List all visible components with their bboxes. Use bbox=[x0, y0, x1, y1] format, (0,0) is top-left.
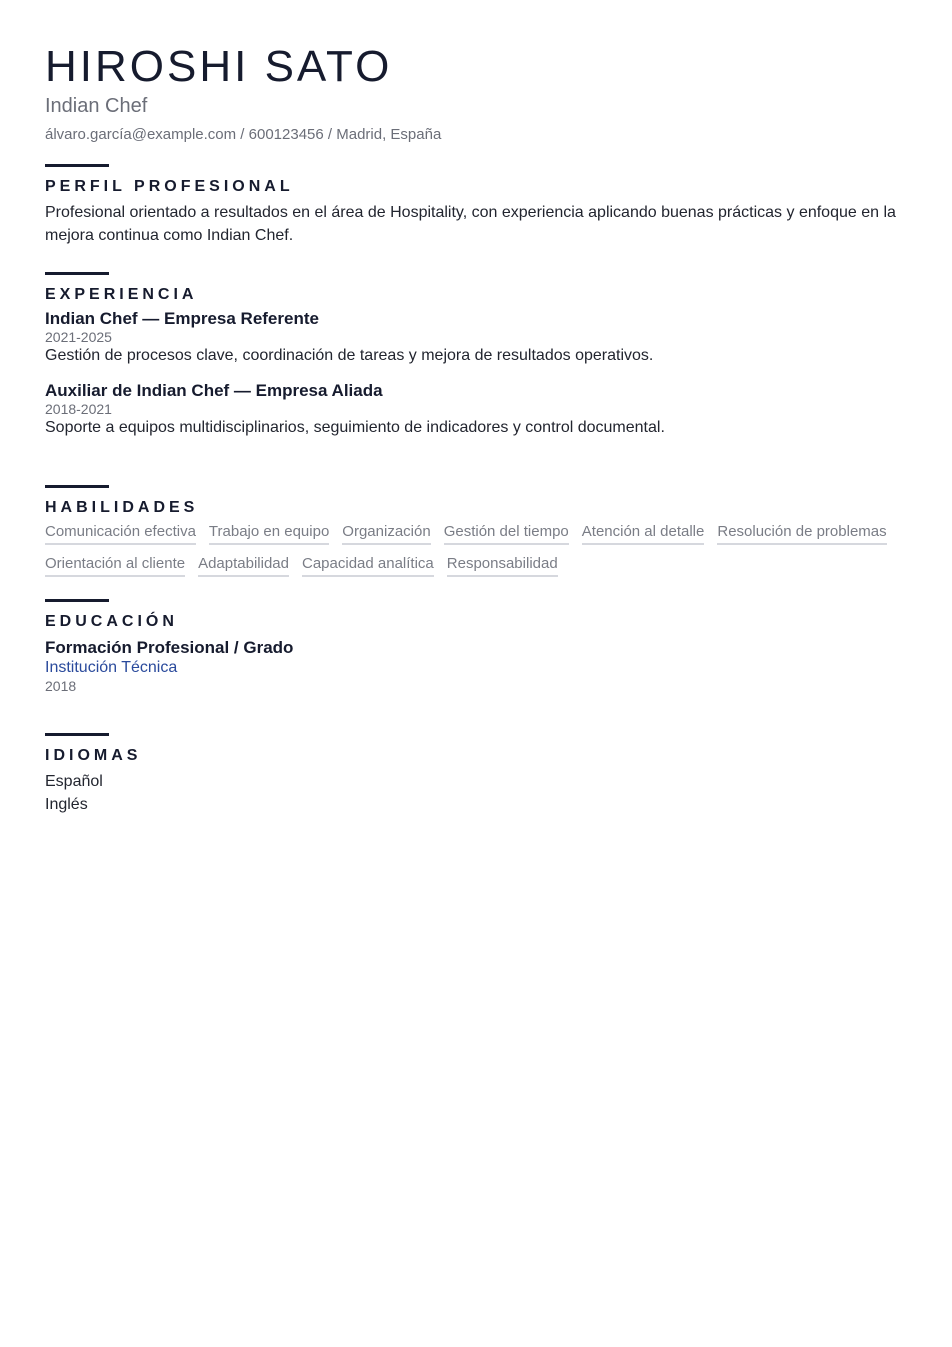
skill-tag: Capacidad analítica bbox=[302, 554, 434, 577]
job-years: 2021-2025 bbox=[45, 329, 112, 345]
language-item: Inglés bbox=[45, 796, 88, 813]
job-title: Auxiliar de Indian Chef — Empresa Aliada bbox=[45, 381, 383, 400]
section-divider bbox=[45, 485, 109, 488]
education-degree: Formación Profesional / Grado bbox=[45, 638, 294, 657]
language-item: Español bbox=[45, 773, 103, 790]
education-institution: Institución Técnica bbox=[45, 659, 178, 676]
job-description: Soporte a equipos multidisciplinarios, seguimiento de indicadores y control documental. bbox=[45, 419, 665, 436]
job-title: Indian Chef — Empresa Referente bbox=[45, 309, 319, 328]
section-title-profile: PERFIL PROFESIONAL bbox=[45, 178, 294, 195]
skills-list bbox=[45, 522, 907, 577]
profile-summary: Profesional orientado a resultados en el área de Hospitality, con experiencia aplicando buenas prácticas y enfoque en la mejora continua como Indian Chef. bbox=[45, 204, 896, 244]
section-divider bbox=[45, 164, 109, 167]
languages-section bbox=[45, 733, 907, 816]
section-divider bbox=[45, 599, 109, 602]
skill-tag: Resolución de problemas bbox=[717, 522, 886, 545]
skill-tag: Comunicación efectiva bbox=[45, 522, 196, 545]
skill-tag: Gestión del tiempo bbox=[444, 522, 569, 545]
skill-tag: Atención al detalle bbox=[582, 522, 705, 545]
section-title-skills: HABILIDADES bbox=[45, 499, 199, 516]
skills-section bbox=[45, 485, 907, 577]
skill-tag: Orientación al cliente bbox=[45, 554, 185, 577]
skill-tag: Organización bbox=[342, 522, 430, 545]
experience-item bbox=[45, 381, 907, 439]
profile-section bbox=[45, 164, 907, 247]
education-section bbox=[45, 599, 907, 696]
candidate-name: HIROSHI SATO bbox=[45, 42, 393, 91]
section-divider bbox=[45, 272, 109, 275]
section-title-education: EDUCACIÓN bbox=[45, 613, 178, 630]
education-year: 2018 bbox=[45, 678, 77, 694]
skill-tag: Responsabilidad bbox=[447, 554, 558, 577]
skill-tag: Trabajo en equipo bbox=[209, 522, 329, 545]
section-title-languages: IDIOMAS bbox=[45, 747, 142, 764]
experience-section bbox=[45, 272, 907, 453]
skill-tag: Adaptabilidad bbox=[198, 554, 289, 577]
job-years: 2018-2021 bbox=[45, 401, 112, 417]
job-description: Gestión de procesos clave, coordinación de tareas y mejora de resultados operativos. bbox=[45, 347, 654, 364]
section-divider bbox=[45, 733, 109, 736]
experience-item bbox=[45, 309, 907, 367]
candidate-role: Indian Chef bbox=[45, 95, 148, 117]
contact-line: álvaro.garcía@example.com / 600123456 / Madrid, España bbox=[45, 126, 442, 143]
section-title-experience: EXPERIENCIA bbox=[45, 286, 198, 303]
